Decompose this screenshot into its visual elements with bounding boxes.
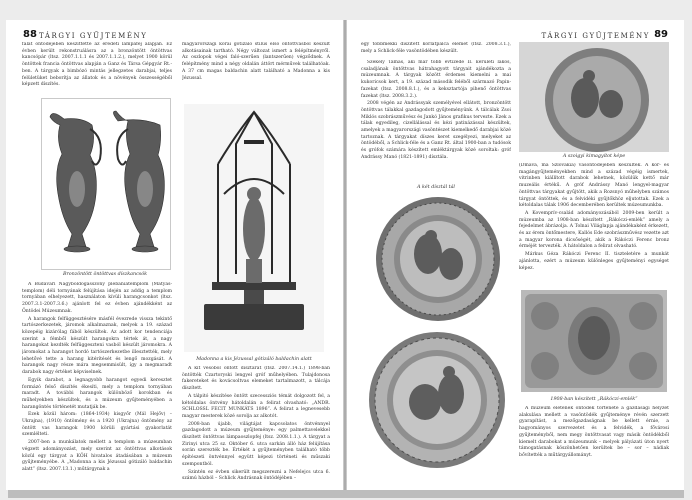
- right-col2-body: (Dmava, ma Szlovákia) vasöntödéjében készültek. A kör- és magángyűjteményekben mind a század végéig ismertek, vitrinben kiállított darabok lehetnek, közülük kettő már muzeális értékű. A gróf Andrássy Manó lengyel-magyar öntöttvas tárgyakat gyűjtött, akik a Rozsnyó műhelyben számos tárgyat öntöttek, és a felvidéki gyűjtőkhöz eljutottak. Ezek a kétoldalas tálak 1906 decemberében kerültek múzeumunkba. A Kovemprív-család adományozásából 2009-ben került a múzeumba az 1908-ban készített „Rákóczi-emlék” amely a fejedelmet ábrázolja. A Tolnai Világlapja ajándékaként érkezett, és az érem öntőmestere, Kallós Ede szobrászművész vezette azt a magyar korona dicsőségét, akik a Rákóczi Ferenc bronz érméjét tervezték. A hátoldalon a felirat olvasható. Márkus Géza Rákóczi Ferenc II. tiszteletére a munkát ajánlotta, ezért a múzeum különleges gyűjteményi egységet képez.: [519, 163, 669, 271]
- caption-plate-top: A két dísztál tál: [417, 185, 455, 190]
- running-head-left: TÁRGYI GYŰJTEMÉNY: [39, 32, 148, 40]
- madonna-photo: [184, 104, 324, 352]
- plate-photo-2: [367, 330, 507, 470]
- caption-medal: 1908-ban készített „Rákóczi-emlék”: [550, 397, 638, 402]
- medal-photo: [521, 290, 667, 392]
- left-col2-top: magyarországi korai gótizáló stílus első öntöttvasból készült alkotásainak tartható. Négy változat ismert a felépítményről. Az oszlopok végei faló-szerűen (lantszerűen) végződnek. A felépítmény mind a négy oldalán áttört mérművek találhatóak. A 37 cm magas baldachin alatt található a Madonna a kis Jézussal.: [182, 42, 330, 81]
- left-col1-intro: falat öntödéjében készíttette az eredeti lámpafej alapján. Ez évben került rekonstruálásra az a bronzöntött öntöttvas kancsópár (ltsz. 2007.1.1.1 és 2007.1.1.2.), melyet 1900 körül öntöttek francia öntöttvas alapján a Ganz és Társa Gépgyár Rt.-ben. A tárgyak a bimbózó mintás jellegzetes darabjai, teljes felületüket beborítja az állatok és a növények összességéből képzett díszítés.: [22, 42, 172, 88]
- vases-photo: [41, 98, 171, 270]
- vases-image: [42, 99, 170, 269]
- right-page: [347, 20, 684, 490]
- page-number-right: 89: [654, 29, 668, 40]
- page-number-left: 88: [23, 29, 37, 40]
- left-col2-body: A kit vésőből öntött dísztárat (ltsz. 2007.14.1.) 1898-ban öntötték Czartoryski lengyel gróf műhelyében. Tulajdonosa fakereteket és kovácsoltvas elemeket tartalmazott, a tálcája díszített. A tálpitó készítése öntött szecessziós témát dolgozott fel, a kétoldalas öntvény hátoldalán a felirat olvasható: „ANDR. SCHLOSSL FECIT MUNKÁTS 1896”. A felirat a legnevesebb magyar mesterek közé sorolja az alkotót. 2008-ban újabb, világtájat kapcsolatos öntvénnyel gazdagodott a múzeum gyűjteménye: egy palmettavelekkel díszített öntöttvas lámpaoszlopfej (ltsz. 2008.1.1.). A tárgyat a Zirinyi utca 25 sz. Október 6. utca sarkán álló ház felújítása során szerezték be. Értékét a gyűjteményben található több építészeti öntvénnyel együtt képezi történeti és műszaki szempontból. Szintén ez évben sikerült megszerezni a Nefelejcs utca 6. számú házból – Schlick Andrásnak öntödéjében –: [182, 366, 330, 482]
- right-col2-bottom: A múzeum életének öntödék története a gazdasági helyzet alakulása mellett a vasöntödék gyűjteménye révén szerzett gyarapítást, a mezőgazdaságnak be kellett érnie, a hagyományos szervezetet és a felvidék, a fővárosi gyűjteményből, nem megy öntöttvasat vagy másik öntödékből kiemelt darabokat a múzeumunk – melyek pályázati úton nyert támogatásnak köszönhetően kerültek be – sor – nádiak bővítették a műtárgyállományt.: [519, 406, 669, 458]
- plate-image-1: [373, 194, 503, 324]
- plate-image-2: [367, 330, 507, 470]
- running-head-right: TÁRGYI GYŰJTEMÉNY: [541, 32, 650, 40]
- left-col1-body: A Budavári Nagyboldogasszony plébániatemplom (Mátyás-templom) déli tornyának felújítása idején az addig a templom tornyában elhelyezett, használaton kívüli harangcsonkot (ltsz. 2007.3.1-2007.3.6.) ajánlott fel ez évben ajándékként az Öntödei Múzeumnak. A harangok felfüggesztésére másfél évezrede vissza tekintő tartószerkezetek, járomok alkalmaznak, melyek a 19. század közepéig kizárólag fából készültek. Az adott kor tendenciája szerint a fémből készült harangokra tértek át, a nagy harangokat kezdték felfüggeszteni vasból készült járomokra. A járomokat a harangot hordó tartószerkezetbe illesztették, mely lehetővé tette a harang kitérítését és lengő mozgását. A harangok nagy része mára megsemmisült, így a megmaradt darabok nagy értéket képviselnek. Egyik darabot, a legnagyobb harangot egyedi keresztet formázó felső díszítés ékesíti, mely a templom tornyában maradt. A további harangok különböző korokban és műhelyekben készültek, és a múzeum gyűjteményében a harangöntés történetét mutatják be. Ezek közül három: (1864-1934) kisgyőr (Mál Hejőv) – Ukrajna), (1910) öntömény és a 1920 (Ukrajna) öntömény az öntött vas harangok 1900 körüli gyártási gyakorlatát szemlélteti. 2007-ben a munkálatok mellett a templom a múzeumban végzett adományozást, mely szerint az öntöttvas alkotások közül egy tárgyat a KÖH hivatalos átadásában a múzeum gyűjteményébe. A „Madonna a kis Jézussal gótizáló baldachin alatt” (ltsz. 2007.13.1.) műtárgynak a: [22, 282, 172, 472]
- medal-image: [521, 290, 667, 392]
- madonna-image: [184, 104, 324, 352]
- caption-plaque: A szoigyi kimagyítot képe: [562, 154, 626, 159]
- caption-madonna: Madonna a kis Jézussal gótizáló baldachin alatt: [196, 357, 312, 362]
- plaque-photo: [519, 42, 669, 152]
- caption-vases: Bronzöntött öntöttvas díszkancsók: [62, 272, 148, 277]
- right-col1-top: egy többmekki díszített korlátpálca elemet (ltsz. 2008.3.1.), mely a Schlick-féle vasöntödében készült.: [361, 42, 511, 54]
- left-page: [6, 20, 343, 490]
- plate-photo-1: [373, 194, 503, 324]
- right-col1-body: Szekely Tamás, aki már több évtizede II. kerületi lakos, csaladjának öntöttvas hátrahagyott tárgyait ajándékozta a múzeumnak. A tárgyak között érdemes kiemelni a mai kukoricsok kert, a 19. század második feléből származó Papin-fazekat (ltsz. 2008.8.1.), és a keksztartója pihenő öntöttvas fazekat (ltsz. 2008.3.2.). 2008 végén az Andrássyak személyével ellátott, bronzöntött öntöttvas tálakkal gazdagodott gyűjteményünk. A tálcálak Zsoi Miklós szobrászművész és Jankó János grafikus tervezte. Ezek a tálak egyedileg, cizellálással és kézi patinázással készültek, amelyek a magyarországi vasöntészet kiemelkedő darabjai közé tartoznak. A tárgyakat díszes keret szegélyezi, melyeket az öntödéből, a Schlick-féle és a Ganz Rt. által 1900-ban a tudósok és grófok számára készített emléktárgyak közé soroltak: gróf Andrássy Manó (1821-1891) dísztála.: [361, 60, 511, 160]
- plaque-image: [519, 42, 669, 152]
